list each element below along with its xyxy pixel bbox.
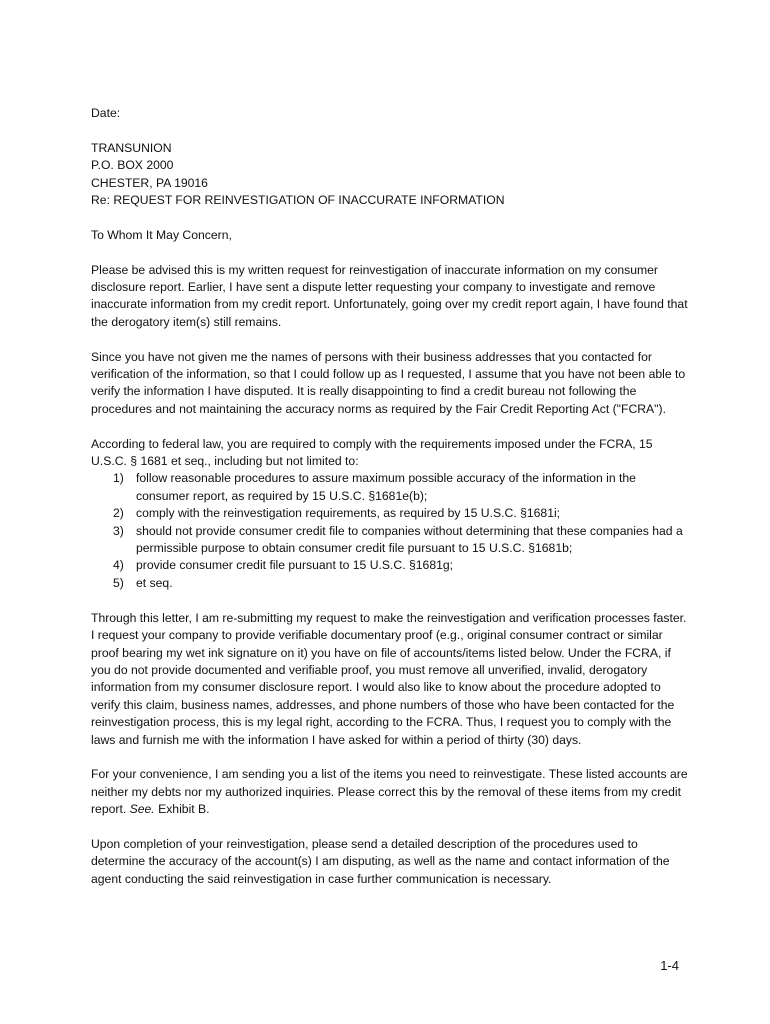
- list-item: [91, 575, 691, 592]
- list-item-text: should not provide consumer credit file to companies without determining that these companies had a permissible purpose to obtain consumer credit file pursuant to 15 U.S.C. §1681b;: [136, 523, 683, 556]
- list-item-number: 1): [113, 471, 124, 486]
- list-item-number: 4): [113, 558, 124, 573]
- list-item-text: et seq.: [136, 575, 173, 590]
- paragraph-resubmission: Through this letter, I am re-submitting my request to make the reinvestigation and verification processes faster. I request your company to provide verifiable documentary proof (e.g., original consumer contract or similar proof bearing my wet ink signature on it) you have on file of accounts/items listed below. Under the FCRA, if you do not provide documented and verifiable proof, you must remove all unverified, invalid, derogatory information from my consumer disclosure report. I would also like to know about the procedure adopted to verify this claim, business names, addresses, and phone numbers of those who have been contacted for the reinvestigation process, this is my legal right, according to the FCRA. Thus, I request you to comply with the laws and furnish me with the information I have asked for within a period of thirty (30) days.: [91, 610, 687, 747]
- letter-body: [91, 105, 691, 888]
- recipient-address: [91, 140, 691, 210]
- list-item: [91, 505, 691, 522]
- paragraph-items-list: For your convenience, I am sending you a list of the items you need to reinvestigate. These listed accounts are neither my debts nor my authorized inquiries. Please correct this by the removal of these items from my credit report. See. Exhibit B.: [91, 767, 688, 817]
- requirements-list: [91, 470, 691, 592]
- list-item: [91, 523, 691, 558]
- paragraph-federal-law: According to federal law, you are required to comply with the requirements imposed under the FCRA, 15 U.S.C. § 1681 et seq., including but not limited to:: [91, 436, 653, 469]
- page-number: 1-4: [660, 958, 679, 973]
- see-citation: See.: [129, 802, 155, 817]
- paragraph-completion: Upon completion of your reinvestigation, please send a detailed description of the procedures used to determine the accuracy of the account(s) I am disputing, as well as the name and contact information of the agent conducting the said reinvestigation in case further communication is necessary.: [91, 836, 670, 886]
- subject-line: Re: REQUEST FOR REINVESTIGATION OF INACCURATE INFORMATION: [91, 193, 505, 208]
- list-item-number: 3): [113, 523, 124, 538]
- list-item: [91, 557, 691, 574]
- date-label: Date:: [91, 106, 121, 120]
- salutation: To Whom It May Concern,: [91, 227, 232, 242]
- address-line-1: P.O. BOX 2000: [91, 158, 174, 173]
- list-item-text: follow reasonable procedures to assure maximum possible accuracy of the information in the consumer report, as required by 15 U.S.C. §1681e(b);: [136, 471, 636, 503]
- list-item-number: 5): [113, 575, 124, 590]
- list-item-number: 2): [113, 506, 124, 521]
- paragraph-intro: Please be advised this is my written request for reinvestigation of inaccurate information on my consumer disclosure report. Earlier, I have sent a dispute letter requesting your company to investigate and remove inaccurate information from my credit report. Unfortunately, going over my credit report again, I have found that the derogatory item(s) still remains.: [91, 262, 688, 329]
- list-item-text: provide consumer credit file pursuant to 15 U.S.C. §1681g;: [136, 558, 454, 573]
- list-item-text: comply with the reinvestigation requirements, as required by 15 U.S.C. §1681i;: [136, 506, 561, 521]
- recipient-name: TRANSUNION: [91, 140, 172, 155]
- paragraph-verification: Since you have not given me the names of persons with their business addresses that you contacted for verification of the information, so that I could follow up as I requested, I assume that you have not been able to verify the information I have disputed. It is really disappointing to find a credit bureau not following the procedures and not maintaining the accuracy norms as required by the Fair Credit Reporting Act ("FCRA").: [91, 349, 686, 416]
- list-item: [91, 470, 691, 505]
- address-line-2: CHESTER, PA 19016: [91, 175, 208, 190]
